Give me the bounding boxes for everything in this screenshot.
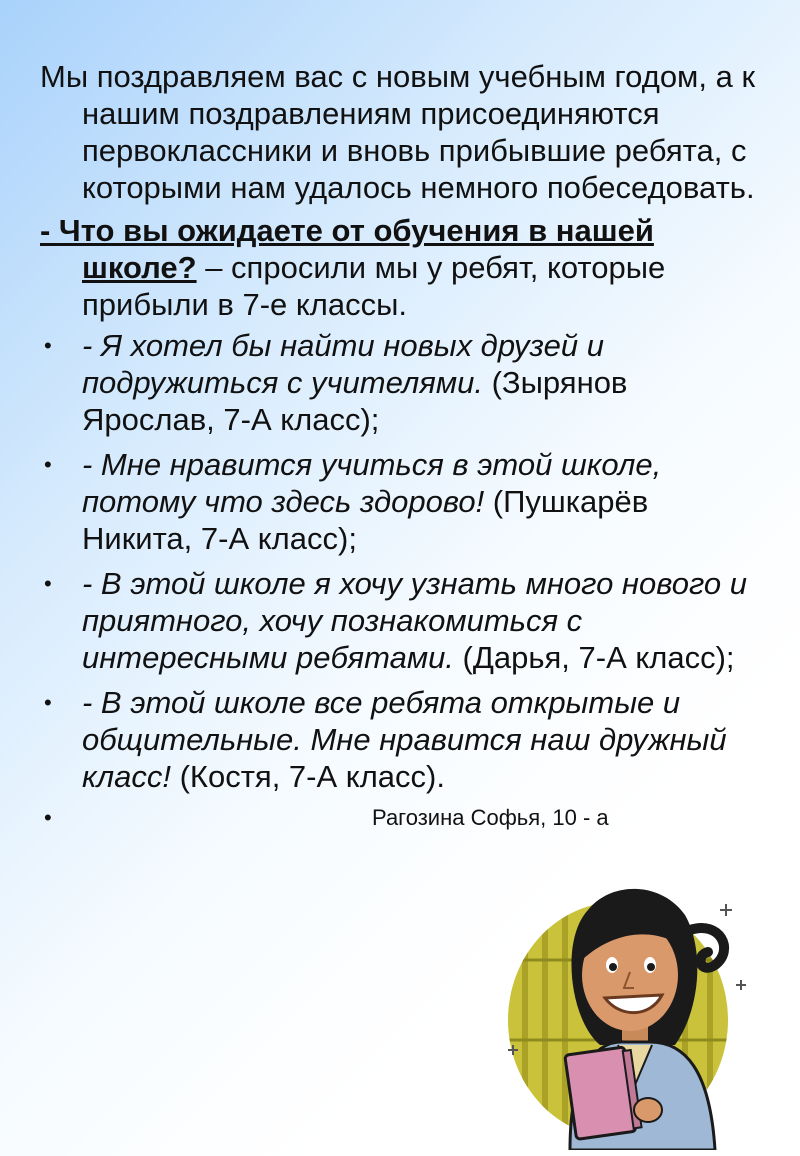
question-rest: – спросили мы у ребят, которые прибыли в 7-е классы. xyxy=(82,250,666,322)
list-item xyxy=(40,684,760,795)
list-item xyxy=(40,327,760,438)
bullet-icon: • xyxy=(44,690,52,715)
answer-author: (Дарья, 7-А класс); xyxy=(453,640,735,675)
answer-author: (Пушкарёв Никита, 7-А класс); xyxy=(82,484,649,556)
intro-paragraph: Мы поздравляем вас с новым учебным годом, а к нашим поздравлениям присоединяются первоклассники и вновь прибывшие ребята, с которыми нам удалось немного побеседовать. xyxy=(40,59,756,205)
bullet-icon: • xyxy=(44,805,52,830)
list-item xyxy=(40,565,760,676)
author-signature: Рагозина Софья, 10 - а xyxy=(372,805,609,830)
answer-author: (Зырянов Ярослав, 7-А класс); xyxy=(82,365,628,437)
answers-list xyxy=(40,327,760,795)
bullet-icon: • xyxy=(44,333,52,358)
answer-quote: - Мне нравится учиться в этой школе, потому что здесь здорово! xyxy=(82,447,662,519)
answer-quote: - В этой школе все ребята открытые и общительные. Мне нравится наш дружный класс! xyxy=(82,685,727,794)
signature-line xyxy=(40,803,760,833)
answer-quote: - Я хотел бы найти новых друзей и подружиться с учителями. xyxy=(82,328,604,400)
answer-author: (Костя, 7-А класс). xyxy=(170,759,445,794)
bullet-icon: • xyxy=(44,452,52,477)
girl-with-book-icon xyxy=(500,870,760,1150)
question-paragraph xyxy=(40,212,760,323)
question-bold: - Что вы ожидаете от обучения в нашей школе? xyxy=(40,213,654,285)
answer-quote: - В этой школе я хочу узнать много нового и приятного, хочу познакомиться с интересными ребятами. xyxy=(82,566,748,675)
bullet-icon: • xyxy=(44,571,52,596)
article-body xyxy=(40,58,760,833)
list-item xyxy=(40,446,760,557)
